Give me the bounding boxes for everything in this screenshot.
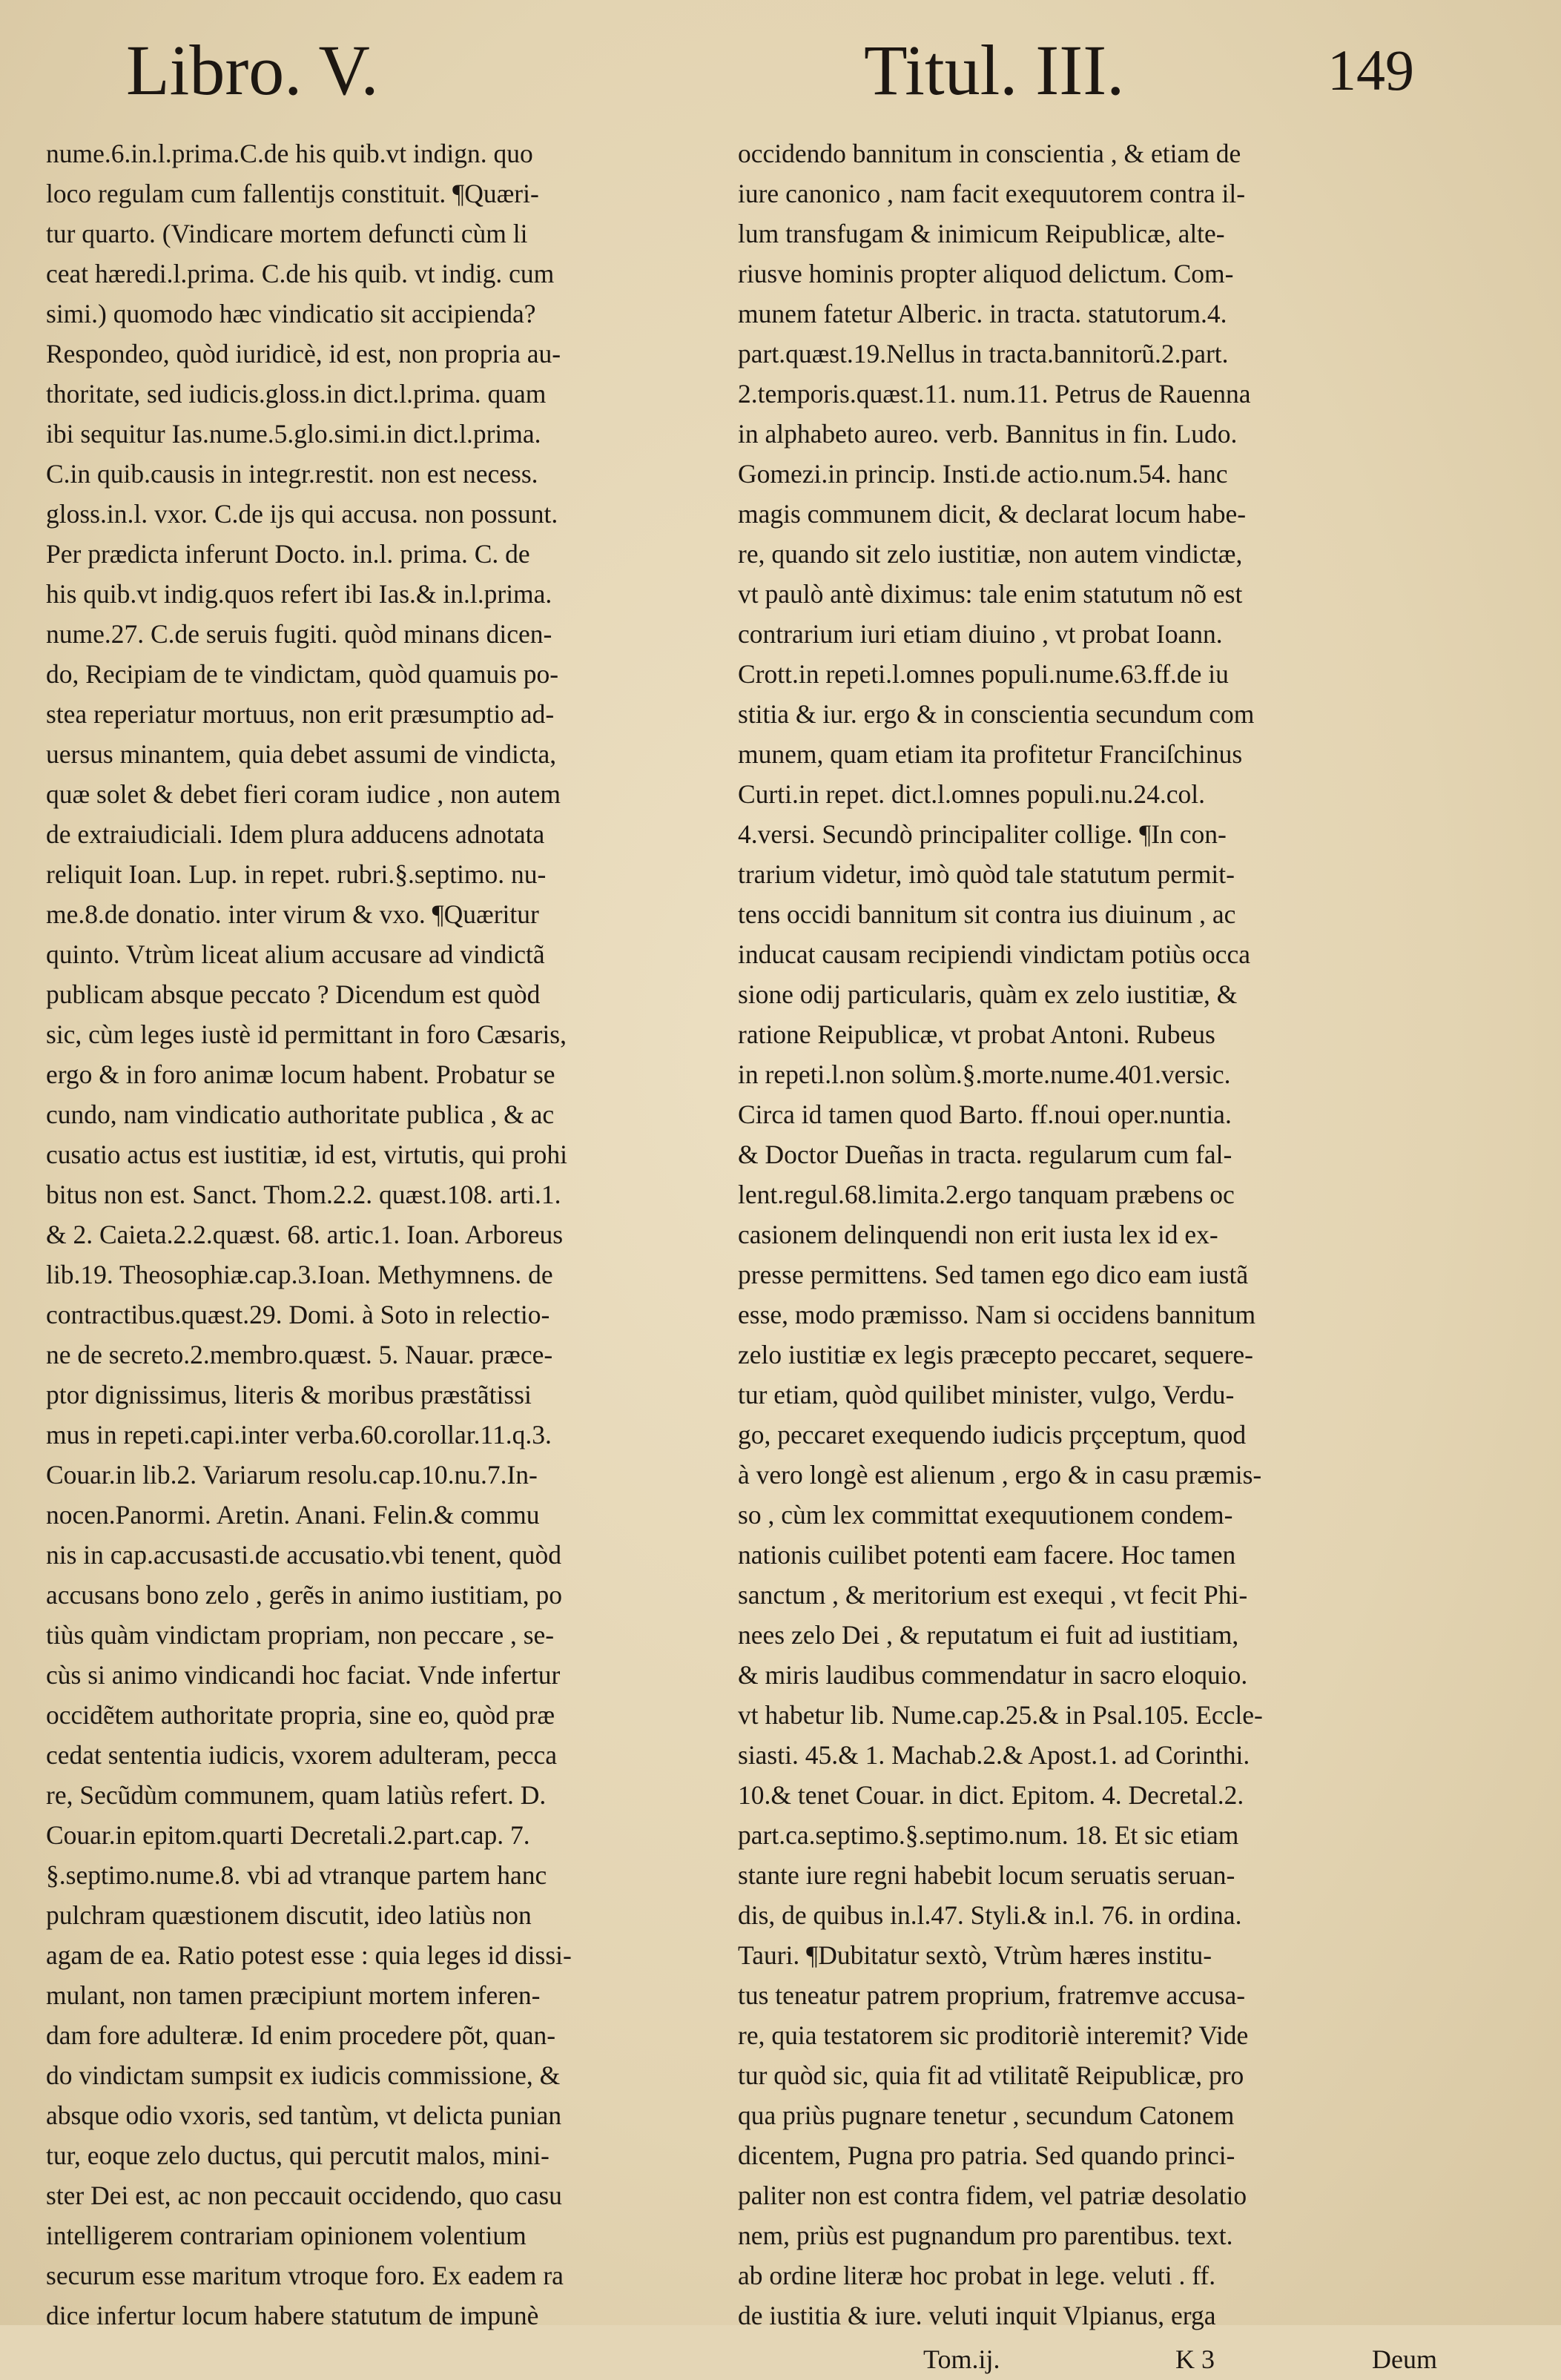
text-line: munem, quam etiam ita profitetur Franciſchinus — [738, 739, 1243, 769]
text-line: 10.& tenet Couar. in dict. Epitom. 4. Decretal.2. — [738, 1780, 1244, 1810]
left-column — [46, 133, 717, 2336]
text-line: & miris laudibus commendatur in sacro eloquio. — [738, 1660, 1248, 1690]
text-line: stante iure regni habebit locum seruatis seruan- — [738, 1860, 1235, 1890]
text-line: vt paulò antè diximus: tale enim statutum nõ est — [738, 579, 1243, 609]
text-line: occidendo bannitum in conscientia , & etiam de — [738, 139, 1241, 168]
text-line: re, quando sit zelo iustitiæ, non autem vindictæ, — [738, 539, 1243, 569]
text-line: so , cùm lex committat exequutionem condem- — [738, 1500, 1233, 1530]
text-line: quæ solet & debet fieri coram iudice , non autem — [46, 779, 561, 809]
text-line: ergo & in foro animæ locum habent. Probatur se — [46, 1060, 555, 1089]
text-line: Crott.in repeti.l.omnes populi.nume.63.ff.de iu — [738, 659, 1229, 689]
text-line: tus teneatur patrem proprium, fratremve accusa- — [738, 1980, 1246, 2010]
text-line: lum transfugam & inimicum Reipublicæ, alte- — [738, 219, 1225, 248]
text-line: nees zelo Dei , & reputatum ei fuit ad iustitiam, — [738, 1620, 1239, 1650]
text-line: nis in cap.accusasti.de accusatio.vbi tenent, quòd — [46, 1540, 561, 1570]
text-line: à vero longè est alienum , ergo & in casu præmis- — [738, 1460, 1262, 1490]
text-line: ptor dignissimus, literis & moribus præstãtissi — [46, 1380, 532, 1409]
text-line: intelligerem contrariam opinionem volentium — [46, 2221, 527, 2250]
text-line: stea reperiatur mortuus, non erit præsumptio ad- — [46, 699, 555, 729]
text-line: de extraiudiciali. Idem plura adducens adnotata — [46, 819, 545, 849]
text-line: ibi sequitur Ias.nume.5.glo.simi.in dict.l.prima. — [46, 419, 541, 449]
text-line: Couar.in lib.2. Variarum resolu.cap.10.nu.7.In- — [46, 1460, 538, 1490]
text-line: in alphabeto aureo. verb. Bannitus in fin. Ludo. — [738, 419, 1238, 449]
text-line: Gomezi.in princip. Insti.de actio.num.54. hanc — [738, 459, 1228, 489]
page-footer — [923, 2338, 1457, 2380]
text-line: dice infertur locum habere statutum de impunè — [46, 2301, 539, 2330]
text-line: quinto. Vtrùm liceat alium accusare ad vindictã — [46, 939, 545, 969]
text-line: Per prædicta inferunt Docto. in.l. prima. C. de — [46, 539, 530, 569]
text-line: & Doctor Dueñas in tracta. regularum cum fal- — [738, 1140, 1232, 1169]
text-line: absque odio vxoris, sed tantùm, vt delicta punian — [46, 2100, 562, 2130]
text-line: securum esse maritum vtroque foro. Ex eadem ra — [46, 2261, 564, 2290]
text-line: sanctum , & meritorium est exequi , vt fecit Phi- — [738, 1580, 1248, 1610]
text-line: munem fatetur Alberic. in tracta. statutorum.4. — [738, 299, 1227, 328]
text-line: ratione Reipublicæ, vt probat Antoni. Rubeus — [738, 1019, 1215, 1049]
text-line: re, quia testatorem sic proditoriè interemit? Vide — [738, 2020, 1249, 2050]
text-line: gloss.in.l. vxor. C.de ijs qui accusa. non possunt. — [46, 499, 558, 529]
text-line: reliquit Ioan. Lup. in repet. rubri.§.septimo. nu- — [46, 859, 547, 889]
text-line: Couar.in epitom.quarti Decretali.2.part.cap. 7. — [46, 1820, 530, 1850]
text-line: tur etiam, quòd quilibet minister, vulgo, Verdu- — [738, 1380, 1235, 1409]
text-line: zelo iustitiæ ex legis præcepto peccaret, sequere- — [738, 1340, 1253, 1369]
text-line: dis, de quibus in.l.47. Styli.& in.l. 76. in ordina. — [738, 1900, 1242, 1930]
text-line: Circa id tamen quod Barto. ff.noui oper.nuntia. — [738, 1100, 1232, 1129]
volume-marker: Tom.ij. — [923, 2344, 1000, 2374]
text-line: presse permittens. Sed tamen ego dico eam iustã — [738, 1260, 1249, 1289]
text-line: tur, eoque zelo ductus, qui percutit malos, mini- — [46, 2141, 550, 2170]
text-line: uersus minantem, quia debet assumi de vindicta, — [46, 739, 557, 769]
page-number: 149 — [1327, 38, 1414, 102]
text-line: go, peccaret exequendo iudicis prçceptum, quod — [738, 1420, 1247, 1450]
text-line: cusatio actus est iustitiæ, id est, virtutis, qui prohi — [46, 1140, 568, 1169]
text-line: cedat sententia iudicis, vxorem adulteram, pecca — [46, 1740, 557, 1770]
text-line: Curti.in repet. dict.l.omnes populi.nu.24.col. — [738, 779, 1206, 809]
text-line: his quib.vt indig.quos refert ibi Ias.& in.l.prima. — [46, 579, 552, 609]
text-line: stitia & iur. ergo & in conscientia secundum com — [738, 699, 1255, 729]
text-line: inducat causam recipiendi vindictam potiùs occa — [738, 939, 1251, 969]
text-line: paliter non est contra fidem, vel patriæ desolatio — [738, 2181, 1247, 2210]
text-line: dicentem, Pugna pro patria. Sed quando princi- — [738, 2141, 1235, 2170]
text-line: magis communem dicit, & declarat locum habe- — [738, 499, 1247, 529]
text-line: vt habetur lib. Nume.cap.25.& in Psal.105. Eccle- — [738, 1700, 1263, 1730]
text-line: occidẽtem authoritate propria, sine eo, quòd præ — [46, 1700, 555, 1730]
text-line: simi.) quomodo hæc vindicatio sit accipienda? — [46, 299, 536, 328]
right-column — [738, 133, 1409, 2336]
text-line: iure canonico , nam facit exequutorem contra il- — [738, 179, 1246, 208]
text-line: trarium videtur, imò quòd tale statutum permit- — [738, 859, 1235, 889]
signature-mark: K 3 — [1175, 2344, 1215, 2374]
text-line: Tauri. ¶Dubitatur sextò, Vtrùm hæres institu- — [738, 1940, 1212, 1970]
text-line: tens occidi bannitum sit contra ius diuinum , ac — [738, 899, 1236, 929]
text-line: do vindictam sumpsit ex iudicis commissione, & — [46, 2060, 561, 2090]
text-line: nem, priùs est pugnandum pro parentibus. text. — [738, 2221, 1233, 2250]
text-line: riusve hominis propter aliquod delictum. Com- — [738, 259, 1234, 288]
text-line: mulant, non tamen præcipiunt mortem inferen- — [46, 1980, 541, 2010]
text-line: part.ca.septimo.§.septimo.num. 18. Et sic etiam — [738, 1820, 1239, 1850]
text-line: sione odij particularis, quàm ex zelo iustitiæ, & — [738, 979, 1238, 1009]
text-line: agam de ea. Ratio potest esse : quia leges id dissi- — [46, 1940, 572, 1970]
text-line: §.septimo.nume.8. vbi ad vtranque partem hanc — [46, 1860, 547, 1890]
text-line: nocen.Panormi. Aretin. Anani. Felin.& commu — [46, 1500, 540, 1530]
text-line: bitus non est. Sanct. Thom.2.2. quæst.108. arti.1. — [46, 1180, 561, 1209]
text-line: ceat hæredi.l.prima. C.de his quib. vt indig. cum — [46, 259, 555, 288]
title-number: Titul. III. — [864, 30, 1125, 110]
text-line: cùs si animo vindicandi hoc faciat. Vnde infertur — [46, 1660, 561, 1690]
text-line: lib.19. Theosophiæ.cap.3.Ioan. Methymnens. de — [46, 1260, 553, 1289]
text-line: esse, modo præmisso. Nam si occidens bannitum — [738, 1300, 1256, 1329]
text-line: C.in quib.causis in integr.restit. non est necess. — [46, 459, 538, 489]
text-line: accusans bono zelo , gerẽs in animo iustitiam, po — [46, 1580, 563, 1610]
text-line: tiùs quàm vindictam propriam, non peccare , se- — [46, 1620, 555, 1650]
text-line: contractibus.quæst.29. Domi. à Soto in relectio- — [46, 1300, 550, 1329]
text-line: qua priùs pugnare tenetur , secundum Catonem — [738, 2100, 1235, 2130]
text-line: nume.27. C.de seruis fugiti. quòd minans dicen- — [46, 619, 552, 649]
text-line: nume.6.in.l.prima.C.de his quib.vt indign. quo — [46, 139, 533, 168]
text-line: ster Dei est, ac non peccauit occidendo, quo casu — [46, 2181, 562, 2210]
text-line: mus in repeti.capi.inter verba.60.corollar.11.q.3. — [46, 1420, 552, 1450]
text-line: 4.versi. Secundò principaliter collige. ¶In con- — [738, 819, 1227, 849]
text-line: thoritate, sed iudicis.gloss.in dict.l.prima. quam — [46, 379, 547, 409]
text-line: ab ordine literæ hoc probat in lege. veluti . ff. — [738, 2261, 1216, 2290]
text-line: sic, cùm leges iustè id permittant in foro Cæsaris, — [46, 1019, 567, 1049]
text-line: dam fore adulteræ. Id enim procedere põt, quan- — [46, 2020, 556, 2050]
running-head — [126, 15, 1468, 126]
text-line: Respondeo, quòd iuridicè, id est, non propria au- — [46, 339, 561, 368]
text-line: 2.temporis.quæst.11. num.11. Petrus de Rauenna — [738, 379, 1251, 409]
text-line: pulchram quæstionem discutit, ideo latiùs non — [46, 1900, 532, 1930]
text-line: casionem delinquendi non erit iusta lex id ex- — [738, 1220, 1218, 1249]
text-line: tur quòd sic, quia fit ad vtilitatẽ Reipublicæ, pro — [738, 2060, 1244, 2090]
text-line: tur quarto. (Vindicare mortem defuncti cùm li — [46, 219, 528, 248]
catchword: Deum — [1372, 2344, 1437, 2374]
text-line: do, Recipiam de te vindictam, quòd quamuis po- — [46, 659, 559, 689]
text-line: & 2. Caieta.2.2.quæst. 68. artic.1. Ioan. Arboreus — [46, 1220, 564, 1249]
text-line: cundo, nam vindicatio authoritate publica , & ac — [46, 1100, 555, 1129]
text-line: part.quæst.19.Nellus in tracta.bannitorũ.2.part. — [738, 339, 1229, 368]
text-line: in repeti.l.non solùm.§.morte.nume.401.versic. — [738, 1060, 1231, 1089]
text-line: siasti. 45.& 1. Machab.2.& Apost.1. ad Corinthi. — [738, 1740, 1250, 1770]
text-line: contrarium iuri etiam diuino , vt probat Ioann. — [738, 619, 1223, 649]
text-line: publicam absque peccato ? Dicendum est quòd — [46, 979, 541, 1009]
text-line: nationis cuilibet potenti eam facere. Hoc tamen — [738, 1540, 1236, 1570]
text-line: loco regulam cum fallentijs constituit. ¶Quæri- — [46, 179, 539, 208]
text-line: ne de secreto.2.membro.quæst. 5. Nauar. præce- — [46, 1340, 553, 1369]
text-line: lent.regul.68.limita.2.ergo tanquam præbens oc — [738, 1180, 1235, 1209]
text-line: re, Secũdùm communem, quam latiùs refert. D. — [46, 1780, 547, 1810]
book-number: Libro. V. — [126, 30, 379, 110]
text-line: me.8.de donatio. inter virum & vxo. ¶Quæritur — [46, 899, 539, 929]
text-line: de iustitia & iure. veluti inquit Vlpianus, erga — [738, 2301, 1216, 2330]
